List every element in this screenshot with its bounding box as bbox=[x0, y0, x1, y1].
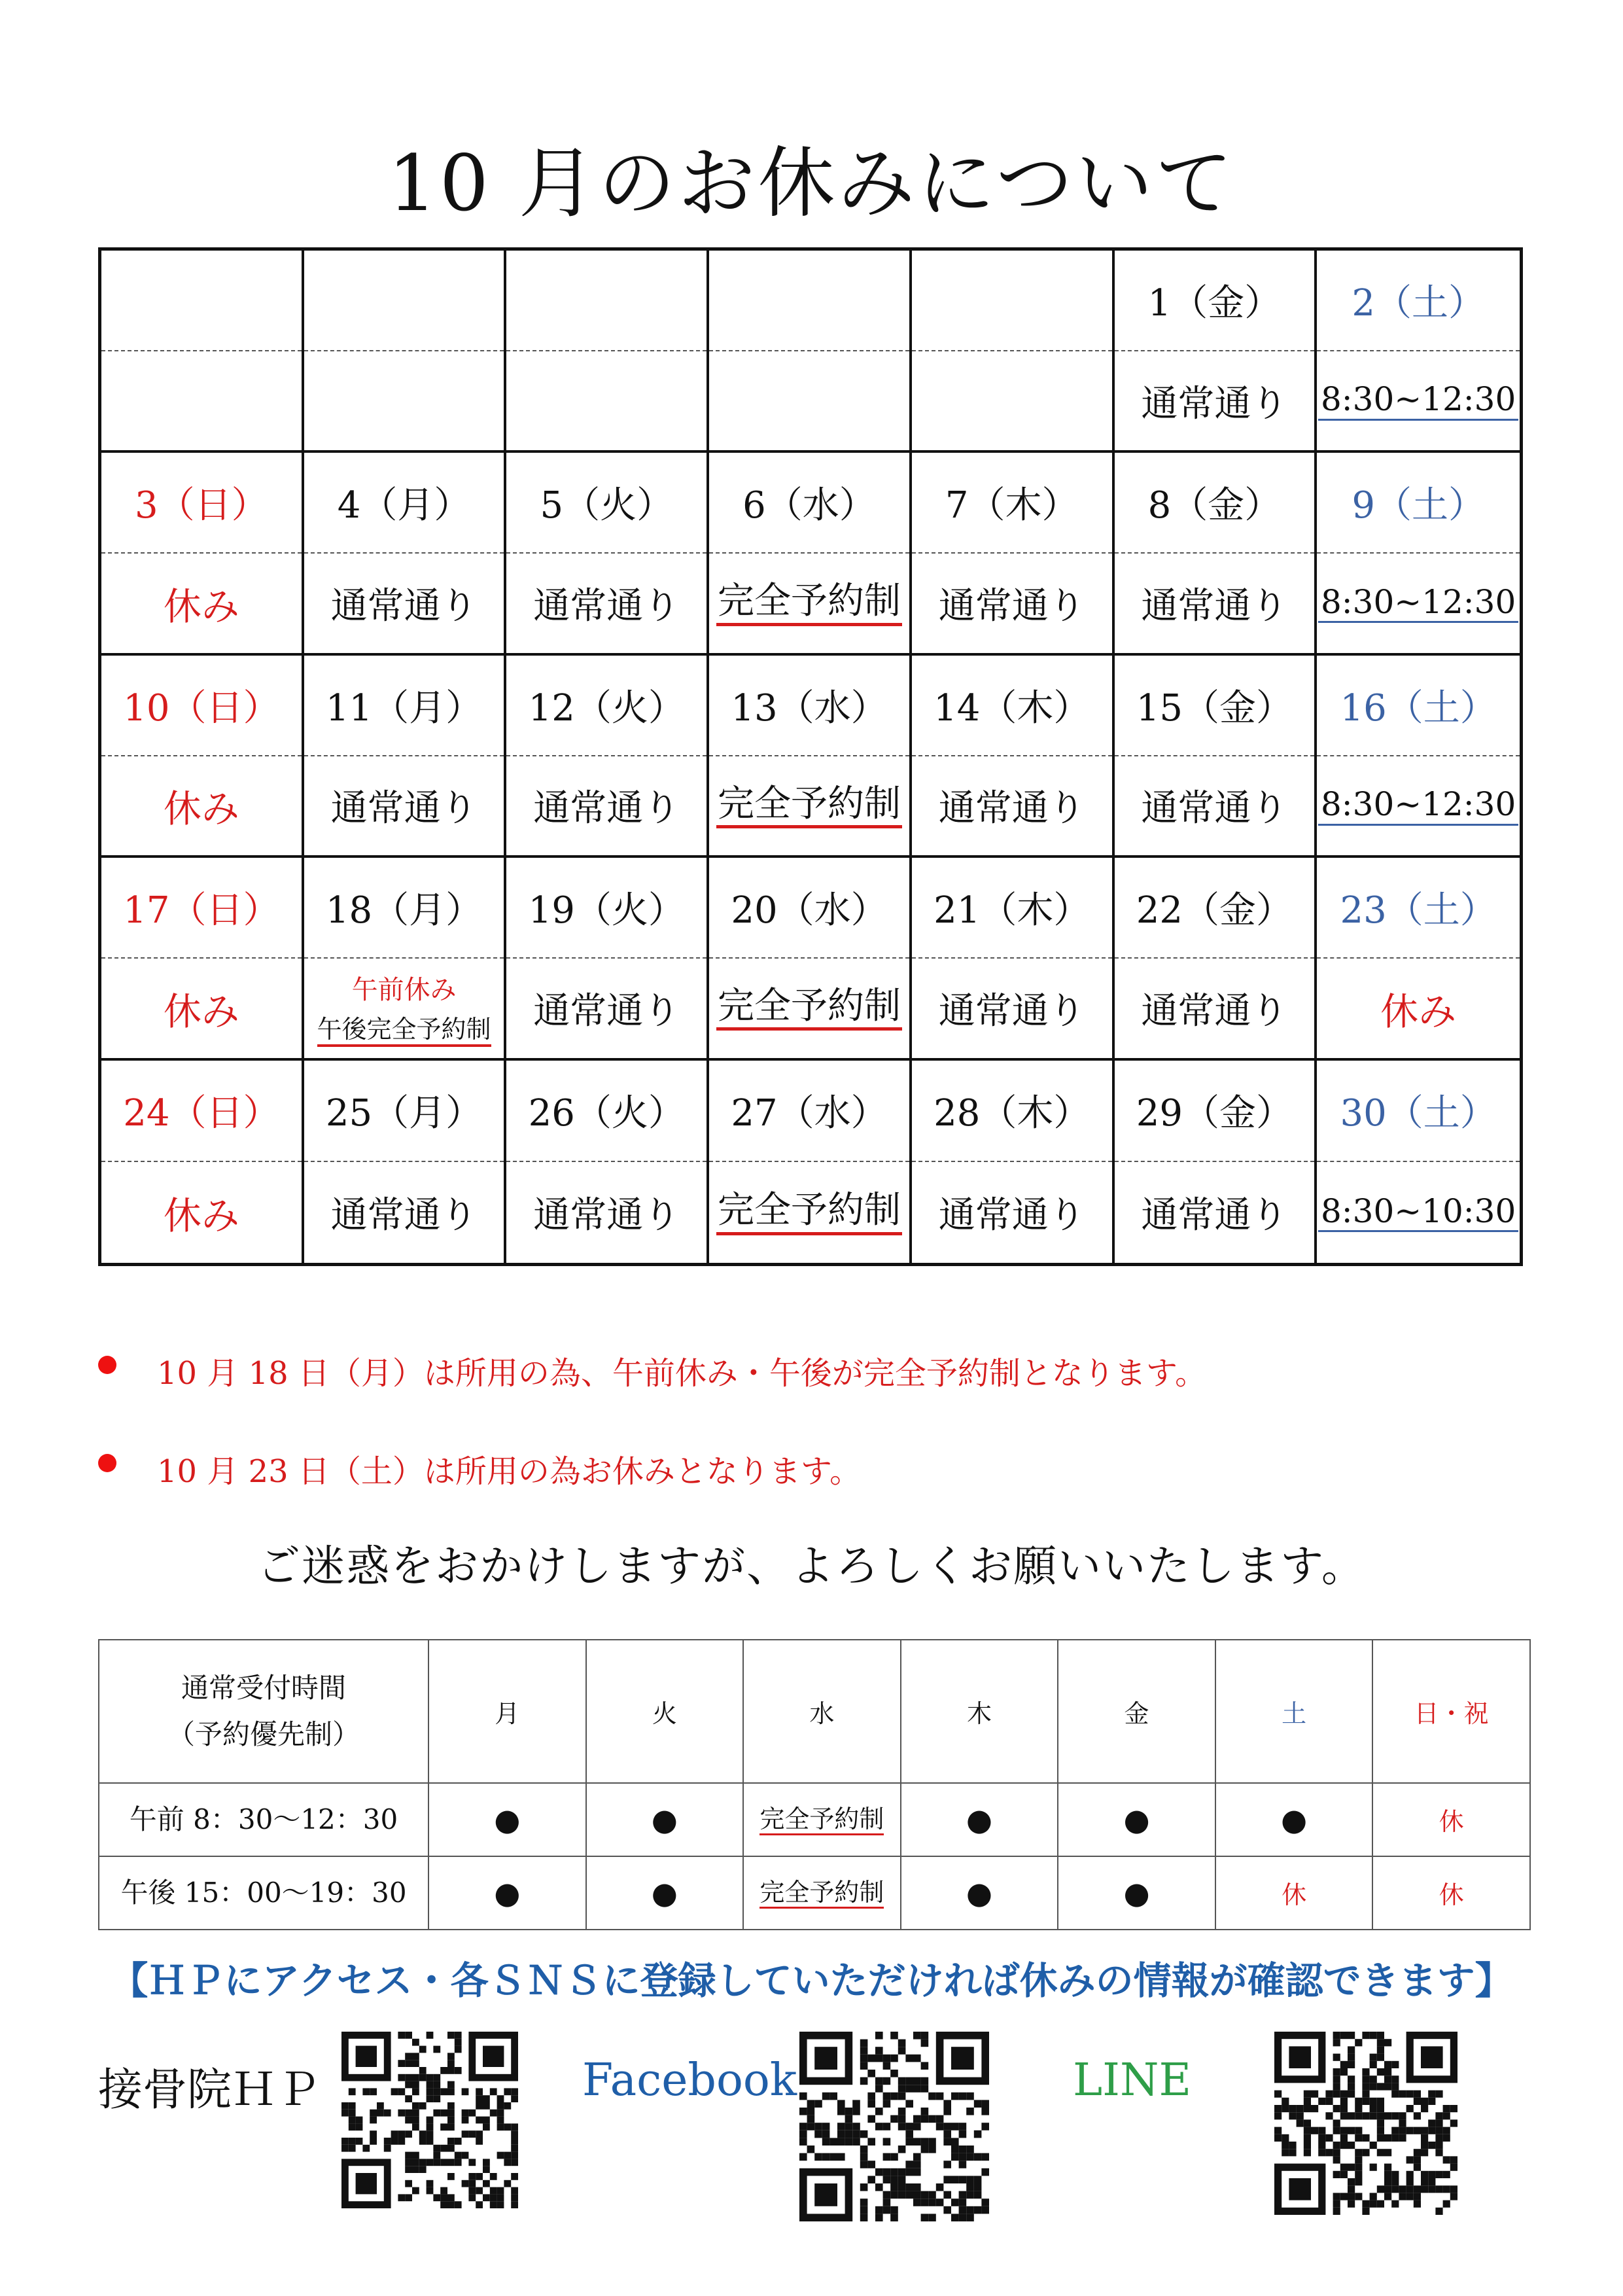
status-text: 休み bbox=[163, 989, 239, 1034]
calendar-day bbox=[304, 453, 507, 655]
closed-mark: 休 bbox=[1282, 1881, 1307, 1910]
open-mark: ● bbox=[494, 1875, 521, 1911]
day-thu: 木 bbox=[901, 1640, 1058, 1783]
day-sun-holiday: 日・祝 bbox=[1372, 1640, 1530, 1783]
hours-cell bbox=[1372, 1856, 1530, 1930]
day-status bbox=[709, 554, 909, 653]
day-date: 26（火） bbox=[506, 1061, 707, 1163]
apology-text: ご迷惑をおかけしますが、よろしくお願いいたします。 bbox=[257, 1541, 1366, 1591]
day-status bbox=[709, 1162, 909, 1263]
calendar-day bbox=[912, 1061, 1115, 1263]
status-text: 通常通り bbox=[938, 584, 1085, 627]
hours-header-row bbox=[99, 1640, 1530, 1783]
hours-row-label: 午前 8：30〜12：30 bbox=[99, 1783, 428, 1856]
hours-cell bbox=[743, 1856, 901, 1930]
day-sat: 土 bbox=[1215, 1640, 1373, 1783]
status-text: 通常通り bbox=[1141, 787, 1288, 830]
calendar-day bbox=[506, 1061, 709, 1263]
day-status bbox=[912, 1162, 1112, 1263]
calendar-day bbox=[1317, 453, 1520, 655]
calendar-day bbox=[1317, 1061, 1520, 1263]
open-mark: ● bbox=[1123, 1875, 1150, 1911]
day-date: 4（月） bbox=[304, 453, 504, 554]
open-mark: ● bbox=[966, 1801, 993, 1837]
bullet-icon bbox=[98, 1356, 116, 1374]
status-text: 通常通り bbox=[1141, 989, 1288, 1033]
day-status bbox=[304, 351, 504, 451]
day-status bbox=[709, 959, 909, 1058]
day-mon: 月 bbox=[428, 1640, 586, 1783]
day-date bbox=[101, 251, 302, 351]
status-text: 休み bbox=[163, 1193, 239, 1239]
calendar-day bbox=[304, 251, 507, 453]
day-date: 19（火） bbox=[506, 858, 707, 959]
calendar-day bbox=[101, 251, 304, 453]
calendar-day bbox=[304, 656, 507, 858]
calendar-day bbox=[101, 453, 304, 655]
calendar-day bbox=[101, 858, 304, 1060]
hours-cell bbox=[1372, 1783, 1530, 1856]
day-date bbox=[506, 251, 707, 351]
hp-qr-code[interactable] bbox=[341, 2032, 518, 2208]
calendar-day bbox=[1115, 251, 1318, 453]
status-text: 通常通り bbox=[1141, 382, 1288, 425]
business-hours-table bbox=[98, 1639, 1531, 1930]
calendar-day bbox=[506, 251, 709, 453]
calendar-day bbox=[1317, 656, 1520, 858]
day-status bbox=[101, 351, 302, 451]
day-date: 21（木） bbox=[912, 858, 1112, 959]
day-status bbox=[912, 959, 1112, 1058]
calendar-day bbox=[709, 453, 912, 655]
day-status bbox=[304, 959, 504, 1058]
day-date: 24（日） bbox=[101, 1061, 302, 1163]
open-mark: ● bbox=[966, 1875, 993, 1911]
hours-cell bbox=[586, 1783, 744, 1856]
day-status bbox=[1317, 554, 1520, 653]
day-status bbox=[304, 554, 504, 653]
day-date: 8（金） bbox=[1115, 453, 1315, 554]
calendar-day bbox=[1115, 453, 1318, 655]
day-date: 1（金） bbox=[1115, 251, 1315, 351]
day-date: 15（金） bbox=[1115, 656, 1315, 756]
calendar-day bbox=[709, 858, 912, 1060]
status-text: 通常通り bbox=[1141, 1194, 1288, 1237]
day-date: 11（月） bbox=[304, 656, 504, 756]
calendar-day bbox=[304, 1061, 507, 1263]
status-text: 休み bbox=[163, 584, 239, 629]
status-morning: 午前休み bbox=[351, 975, 457, 1006]
bullet-icon bbox=[98, 1454, 116, 1472]
open-mark: ● bbox=[1123, 1801, 1150, 1837]
day-status bbox=[912, 756, 1112, 856]
status-text: 通常通り bbox=[533, 1194, 680, 1237]
closed-mark: 休 bbox=[1439, 1881, 1464, 1910]
open-mark: ● bbox=[651, 1875, 678, 1911]
calendar-day bbox=[912, 453, 1115, 655]
status-text: 休み bbox=[1380, 989, 1457, 1034]
day-date: 2（土） bbox=[1317, 251, 1520, 351]
calendar-day bbox=[912, 656, 1115, 858]
open-mark: ● bbox=[651, 1801, 678, 1837]
day-date: 29（金） bbox=[1115, 1061, 1315, 1163]
hours-cell bbox=[1058, 1856, 1215, 1930]
day-status bbox=[101, 554, 302, 653]
status-text: 完全予約制 bbox=[716, 1190, 902, 1235]
open-mark: ● bbox=[494, 1801, 521, 1837]
day-date: 20（水） bbox=[709, 858, 909, 959]
status-text: 完全予約制 bbox=[716, 580, 902, 626]
hours-cell bbox=[1215, 1856, 1373, 1930]
day-status bbox=[304, 756, 504, 856]
day-status bbox=[304, 1162, 504, 1263]
status-text: 通常通り bbox=[533, 584, 680, 627]
day-date: 27（水） bbox=[709, 1061, 909, 1163]
line-label[interactable]: LINE bbox=[1073, 2055, 1192, 2106]
closed-mark: 休 bbox=[1439, 1807, 1464, 1837]
day-fri: 金 bbox=[1058, 1640, 1215, 1783]
status-text: 通常通り bbox=[938, 989, 1085, 1033]
day-date: 7（木） bbox=[912, 453, 1112, 554]
day-date: 14（木） bbox=[912, 656, 1112, 756]
line-qr-code[interactable] bbox=[1274, 2032, 1457, 2215]
day-date: 22（金） bbox=[1115, 858, 1315, 959]
day-status bbox=[912, 351, 1112, 451]
facebook-label[interactable]: Facebook bbox=[582, 2055, 797, 2106]
status-text: 通常通り bbox=[1141, 584, 1288, 627]
hours-cell bbox=[586, 1856, 744, 1930]
hours-row-label: 午後 15：00〜19：30 bbox=[99, 1856, 428, 1930]
day-status bbox=[709, 351, 909, 451]
day-date: 3（日） bbox=[101, 453, 302, 554]
status-text: 8:30~10:30 bbox=[1318, 1193, 1518, 1233]
hours-cell bbox=[901, 1856, 1058, 1930]
day-date: 18（月） bbox=[304, 858, 504, 959]
day-date: 28（木） bbox=[912, 1061, 1112, 1163]
facebook-qr-code[interactable] bbox=[799, 2032, 989, 2221]
day-status bbox=[1317, 351, 1520, 451]
calendar-day bbox=[1115, 858, 1318, 1060]
day-status bbox=[1317, 959, 1520, 1058]
notice-2: 10 月 23 日（土）は所用の為お休みとなります。 bbox=[157, 1446, 861, 1491]
access-banner: 【ＨＰにアクセス・各ＳＮＳに登録していただければ休みの情報が確認できます】 bbox=[110, 1958, 1513, 2003]
day-status bbox=[912, 554, 1112, 653]
status-text: 通常通り bbox=[938, 787, 1085, 830]
day-status bbox=[101, 1162, 302, 1263]
calendar-day bbox=[101, 656, 304, 858]
day-date: 12（火） bbox=[506, 656, 707, 756]
reservation-mark: 完全予約制 bbox=[759, 1805, 884, 1835]
notice-1: 10 月 18 日（月）は所用の為、午前休み・午後が完全予約制となります。 bbox=[157, 1348, 1206, 1393]
page-title: 10 月のお休みについて bbox=[387, 138, 1236, 228]
day-status bbox=[1115, 351, 1315, 451]
reservation-mark: 完全予約制 bbox=[759, 1878, 884, 1909]
hours-row-morning bbox=[99, 1783, 1530, 1856]
day-status bbox=[101, 959, 302, 1058]
day-status bbox=[1115, 1162, 1315, 1263]
calendar-day bbox=[506, 858, 709, 1060]
day-date: 17（日） bbox=[101, 858, 302, 959]
calendar-day bbox=[912, 858, 1115, 1060]
calendar-day bbox=[709, 251, 912, 453]
hp-label: 接骨院ＨＰ bbox=[98, 2064, 321, 2116]
status-text: 通常通り bbox=[330, 787, 478, 830]
hours-cell bbox=[1058, 1783, 1215, 1856]
calendar-day bbox=[709, 656, 912, 858]
day-status bbox=[1317, 756, 1520, 856]
day-date: 13（水） bbox=[709, 656, 909, 756]
status-text: 完全予約制 bbox=[716, 985, 902, 1031]
day-status bbox=[709, 756, 909, 856]
calendar-day bbox=[101, 1061, 304, 1263]
day-status bbox=[506, 959, 707, 1058]
calendar-grid bbox=[98, 247, 1523, 1266]
calendar-day bbox=[709, 1061, 912, 1263]
day-date: 16（土） bbox=[1317, 656, 1520, 756]
day-wed: 水 bbox=[743, 1640, 901, 1783]
day-date bbox=[912, 251, 1112, 351]
status-text: 休み bbox=[163, 786, 239, 832]
hours-row-afternoon bbox=[99, 1856, 1530, 1930]
status-text: 完全予約制 bbox=[716, 783, 902, 828]
status-text: 通常通り bbox=[938, 1194, 1085, 1237]
day-status bbox=[506, 756, 707, 856]
hours-cell bbox=[428, 1856, 586, 1930]
day-status bbox=[1115, 554, 1315, 653]
status-text: 通常通り bbox=[533, 787, 680, 830]
day-date: 9（土） bbox=[1317, 453, 1520, 554]
day-status bbox=[1115, 756, 1315, 856]
status-text: 8:30~12:30 bbox=[1318, 381, 1518, 421]
status-text: 8:30~12:30 bbox=[1318, 584, 1518, 624]
status-text: 通常通り bbox=[330, 584, 478, 627]
day-date: 10（日） bbox=[101, 656, 302, 756]
day-status bbox=[1317, 1162, 1520, 1263]
calendar-day bbox=[506, 656, 709, 858]
hours-cell bbox=[901, 1783, 1058, 1856]
open-mark: ● bbox=[1281, 1801, 1308, 1837]
day-tue: 火 bbox=[586, 1640, 744, 1783]
day-date bbox=[709, 251, 909, 351]
hours-cell bbox=[1215, 1783, 1373, 1856]
day-date: 5（火） bbox=[506, 453, 707, 554]
day-status bbox=[101, 756, 302, 856]
day-status bbox=[1115, 959, 1315, 1058]
day-date: 23（土） bbox=[1317, 858, 1520, 959]
calendar-day bbox=[1115, 1061, 1318, 1263]
calendar-day bbox=[506, 453, 709, 655]
day-status bbox=[506, 351, 707, 451]
hours-cell bbox=[428, 1783, 586, 1856]
calendar-day bbox=[304, 858, 507, 1060]
day-status bbox=[506, 554, 707, 653]
calendar-day bbox=[1317, 858, 1520, 1060]
status-afternoon: 午後完全予約制 bbox=[317, 1016, 491, 1047]
status-text: 8:30~12:30 bbox=[1318, 786, 1518, 826]
calendar-day bbox=[1115, 656, 1318, 858]
calendar-day bbox=[912, 251, 1115, 453]
status-text: 通常通り bbox=[533, 989, 680, 1033]
day-date bbox=[304, 251, 504, 351]
hours-header-label: 通常受付時間 （予約優先制） bbox=[99, 1640, 428, 1783]
hours-cell bbox=[743, 1783, 901, 1856]
day-status bbox=[506, 1162, 707, 1263]
day-date: 6（水） bbox=[709, 453, 909, 554]
status-text: 通常通り bbox=[330, 1194, 478, 1237]
day-date: 30（土） bbox=[1317, 1061, 1520, 1163]
day-date: 25（月） bbox=[304, 1061, 504, 1163]
calendar-day bbox=[1317, 251, 1520, 453]
